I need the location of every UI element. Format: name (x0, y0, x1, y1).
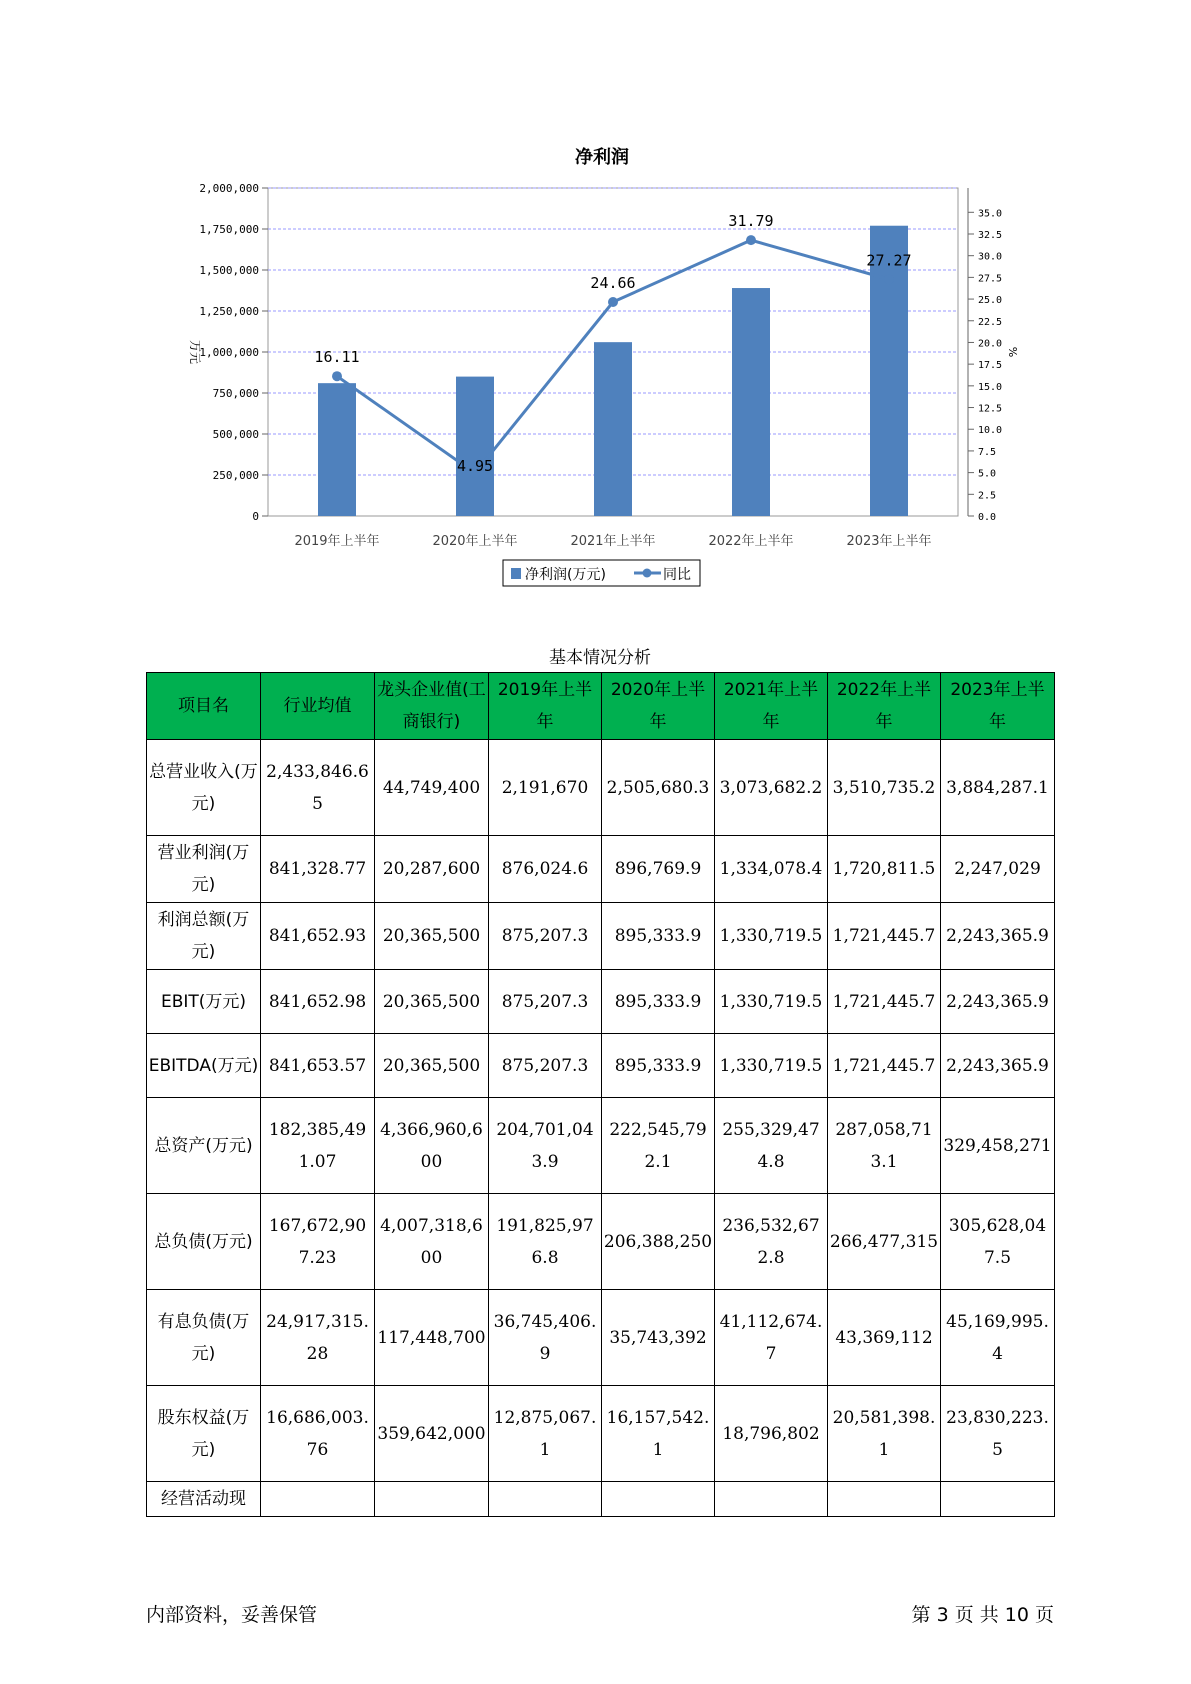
footer-page-number: 第 3 页 共 10 页 (911, 1604, 1054, 1626)
table-header-cell: 2022年上半年 (828, 673, 941, 740)
table-row (147, 970, 1055, 1034)
table-cell: 43,369,112 (828, 1290, 941, 1386)
table-cell: 2,243,365.9 (941, 903, 1055, 970)
y-tick-label: 2,000,000 (199, 182, 259, 195)
legend-line-label: 同比 (663, 567, 691, 583)
table-row (147, 1034, 1055, 1098)
y2-axis-label: % (1006, 346, 1019, 358)
table-cell: 167,672,907.23 (261, 1194, 375, 1290)
net-profit-chart (0, 0, 1191, 600)
row-label-cell: 有息负债(万元) (147, 1290, 261, 1386)
table-header-cell: 项目名 (147, 673, 261, 740)
y2-tick-label: 17.5 (978, 360, 1003, 372)
table-cell: 895,333.9 (602, 1034, 715, 1098)
table-cell: 4,007,318,600 (375, 1194, 489, 1290)
table-cell: 875,207.3 (489, 903, 602, 970)
table-cell: 16,686,003.76 (261, 1386, 375, 1482)
table-cell: 44,749,400 (375, 740, 489, 836)
bar (594, 342, 632, 516)
y2-tick-label: 10.0 (978, 425, 1003, 437)
y-axis-label: 万元 (188, 339, 202, 365)
table-cell: 41,112,674.7 (715, 1290, 828, 1386)
x-axis-labels (294, 533, 931, 549)
table-cell: 204,701,043.9 (489, 1098, 602, 1194)
table-cell: 2,505,680.3 (602, 740, 715, 836)
table-cell: 24,917,315.28 (261, 1290, 375, 1386)
table-cell: 1,330,719.5 (715, 1034, 828, 1098)
y-axis-ticks (199, 182, 268, 523)
y2-tick-label: 20.0 (978, 338, 1003, 350)
table-header-cell: 行业均值 (261, 673, 375, 740)
table-cell: 20,365,500 (375, 970, 489, 1034)
table-cell: 182,385,491.07 (261, 1098, 375, 1194)
y2-tick-label: 25.0 (978, 295, 1003, 307)
table-row (147, 1098, 1055, 1194)
y-tick-label: 0 (252, 510, 259, 523)
table-cell (489, 1482, 602, 1517)
y2-tick-label: 22.5 (978, 316, 1003, 328)
table-cell: 895,333.9 (602, 903, 715, 970)
table-row (147, 1386, 1055, 1482)
table-cell: 2,191,670 (489, 740, 602, 836)
y2-tick-label: 30.0 (978, 251, 1003, 263)
table-cell (602, 1482, 715, 1517)
table-cell (828, 1482, 941, 1517)
table-cell: 1,721,445.7 (828, 1034, 941, 1098)
table-cell: 191,825,976.8 (489, 1194, 602, 1290)
table-cell: 206,388,250 (602, 1194, 715, 1290)
y-tick-label: 1,000,000 (199, 346, 259, 359)
table-cell: 841,652.93 (261, 903, 375, 970)
table-cell: 1,721,445.7 (828, 903, 941, 970)
table-header-cell: 2021年上半年 (715, 673, 828, 740)
table-cell: 255,329,474.8 (715, 1098, 828, 1194)
table-cell: 45,169,995.4 (941, 1290, 1055, 1386)
row-label-cell: 股东权益(万元) (147, 1386, 261, 1482)
table-cell: 329,458,271 (941, 1098, 1055, 1194)
y-tick-label: 250,000 (212, 469, 259, 482)
yoy-point (332, 371, 342, 381)
table-cell (261, 1482, 375, 1517)
row-label-cell: EBITDA(万元) (147, 1034, 261, 1098)
y-tick-label: 750,000 (212, 387, 259, 400)
table-cell: 359,642,000 (375, 1386, 489, 1482)
yoy-point (884, 274, 894, 284)
y2-tick-label: 5.0 (978, 468, 997, 480)
table-header-cell: 龙头企业值(工商银行) (375, 673, 489, 740)
table-cell: 20,365,500 (375, 903, 489, 970)
table-cell: 36,745,406.9 (489, 1290, 602, 1386)
table-cell: 23,830,223.5 (941, 1386, 1055, 1482)
y2-tick-label: 2.5 (978, 490, 997, 502)
table-cell: 222,545,792.1 (602, 1098, 715, 1194)
table-header-row (147, 673, 1055, 740)
table-cell: 18,796,802 (715, 1386, 828, 1482)
y2-axis-ticks (968, 188, 1002, 523)
table-cell: 16,157,542.1 (602, 1386, 715, 1482)
table-cell (375, 1482, 489, 1517)
table-cell: 2,243,365.9 (941, 970, 1055, 1034)
x-tick-label: 2020年上半年 (432, 534, 518, 549)
table-cell: 4,366,960,600 (375, 1098, 489, 1194)
yoy-data-label: 27.27 (866, 251, 912, 270)
legend-bar-swatch (511, 568, 521, 579)
row-label-cell: 营业利润(万元) (147, 836, 261, 903)
footer-confidential: 内部资料，妥善保管 (146, 1604, 318, 1626)
chart-title: 净利润 (575, 147, 629, 168)
table-cell: 305,628,047.5 (941, 1194, 1055, 1290)
table-header-cell: 2023年上半年 (941, 673, 1055, 740)
row-label-cell: 经营活动现 (147, 1482, 261, 1517)
table-cell: 287,058,713.1 (828, 1098, 941, 1194)
x-tick-label: 2019年上半年 (294, 534, 380, 549)
yoy-point (608, 297, 618, 307)
table-row (147, 1290, 1055, 1386)
row-label-cell: 总营业收入(万元) (147, 740, 261, 836)
table-cell: 266,477,315 (828, 1194, 941, 1290)
row-label-cell: EBIT(万元) (147, 970, 261, 1034)
table-row (147, 1482, 1055, 1517)
row-label-cell: 总资产(万元) (147, 1098, 261, 1194)
row-label-cell: 总负债(万元) (147, 1194, 261, 1290)
table-cell: 1,720,811.5 (828, 836, 941, 903)
table-cell: 875,207.3 (489, 970, 602, 1034)
y2-tick-label: 32.5 (978, 229, 1003, 241)
y2-tick-label: 0.0 (978, 512, 997, 523)
yoy-data-label: 24.66 (590, 274, 636, 293)
basic-analysis-table (146, 672, 1055, 1517)
table-cell: 841,653.57 (261, 1034, 375, 1098)
table-cell: 20,365,500 (375, 1034, 489, 1098)
table-cell (715, 1482, 828, 1517)
table-cell: 3,884,287.1 (941, 740, 1055, 836)
yoy-point (746, 235, 756, 245)
table-cell: 1,334,078.4 (715, 836, 828, 903)
table-cell: 117,448,700 (375, 1290, 489, 1386)
table-cell: 875,207.3 (489, 1034, 602, 1098)
table-header-cell: 2019年上半年 (489, 673, 602, 740)
x-tick-label: 2023年上半年 (846, 534, 932, 549)
table-caption: 基本情况分析 (549, 648, 651, 668)
bar (456, 377, 494, 516)
y2-tick-label: 15.0 (978, 381, 1003, 393)
table-cell: 12,875,067.1 (489, 1386, 602, 1482)
table-cell: 236,532,672.8 (715, 1194, 828, 1290)
table-row (147, 740, 1055, 836)
y2-tick-label: 12.5 (978, 403, 1003, 415)
y-tick-label: 1,750,000 (199, 223, 259, 236)
table-cell: 1,721,445.7 (828, 970, 941, 1034)
yoy-data-label: 16.11 (314, 348, 360, 367)
table-cell: 2,243,365.9 (941, 1034, 1055, 1098)
x-tick-label: 2021年上半年 (570, 534, 656, 549)
table-cell: 35,743,392 (602, 1290, 715, 1386)
table-cell: 3,510,735.2 (828, 740, 941, 836)
y-tick-label: 1,250,000 (199, 305, 259, 318)
legend-bar-label: 净利润(万元) (525, 567, 606, 583)
table-row (147, 1194, 1055, 1290)
table-cell: 3,073,682.2 (715, 740, 828, 836)
yoy-data-label: 31.79 (728, 212, 774, 231)
y2-tick-label: 7.5 (978, 446, 997, 458)
table-cell: 2,433,846.65 (261, 740, 375, 836)
bars (318, 226, 908, 516)
y2-tick-label: 35.0 (978, 208, 1003, 220)
y2-tick-label: 27.5 (978, 273, 1003, 285)
table-cell: 895,333.9 (602, 970, 715, 1034)
table-cell: 20,581,398.1 (828, 1386, 941, 1482)
bar (318, 383, 356, 516)
table-cell (941, 1482, 1055, 1517)
table-cell: 841,652.98 (261, 970, 375, 1034)
yoy-data-label: 4.95 (456, 457, 494, 476)
table-cell: 20,287,600 (375, 836, 489, 903)
table-header-cell: 2020年上半年 (602, 673, 715, 740)
legend (503, 560, 700, 586)
x-tick-label: 2022年上半年 (708, 534, 794, 549)
table-cell: 1,330,719.5 (715, 970, 828, 1034)
table-cell: 841,328.77 (261, 836, 375, 903)
y-tick-label: 1,500,000 (199, 264, 259, 277)
table-cell: 2,247,029 (941, 836, 1055, 903)
row-label-cell: 利润总额(万元) (147, 903, 261, 970)
table-cell: 1,330,719.5 (715, 903, 828, 970)
table-row (147, 903, 1055, 970)
y-tick-label: 500,000 (212, 428, 259, 441)
bar (732, 288, 770, 516)
table-cell: 876,024.6 (489, 836, 602, 903)
legend-line-marker (643, 569, 652, 578)
table-row (147, 836, 1055, 903)
table-cell: 896,769.9 (602, 836, 715, 903)
